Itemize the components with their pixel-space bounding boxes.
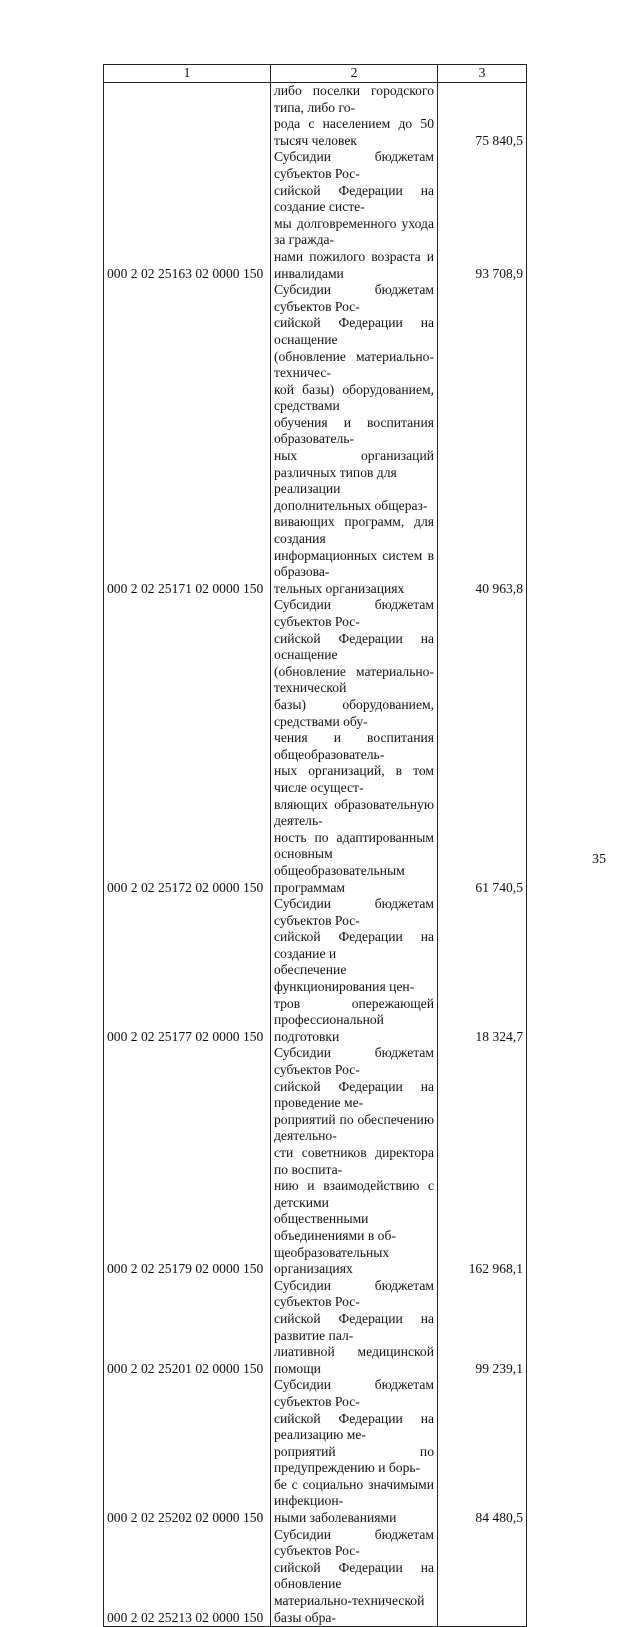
table-row [104, 1278, 527, 1378]
description-line: обеспечение функционирования цен- [274, 962, 415, 995]
description-line: (обновление материально-технической [274, 663, 434, 696]
description-line: Субсидии бюджетам субъектов Рос- [274, 282, 434, 314]
table-row [104, 149, 527, 282]
budget-code-cell: 000 2 02 25202 02 0000 150 [104, 1377, 271, 1526]
table-header-row [104, 65, 527, 83]
description-line: сийской Федерации на проведение ме- [274, 1078, 434, 1111]
table-body [104, 83, 527, 1627]
amount-cell: 93 708,9 [438, 149, 527, 282]
description-line: Субсидии бюджетам субъектов Рос- [274, 1277, 434, 1310]
description-line: сти советников директора по воспита- [274, 1145, 434, 1177]
amount-cell [438, 1527, 527, 1627]
budget-code-cell: 000 2 02 25179 02 0000 150 [104, 1045, 271, 1277]
column-header-3: 3 [438, 65, 527, 83]
description-line: сийской Федерации на развитие пал- [274, 1310, 434, 1343]
description-cell [271, 282, 438, 597]
description-line: бе с социально значимыми инфекцион- [274, 1476, 434, 1509]
description-line: ных организаций, в том числе осущест- [274, 763, 434, 795]
amount-cell: 61 740,5 [438, 597, 527, 896]
description-line: вивающих программ, для создания [274, 514, 434, 547]
description-line: Субсидии бюджетам субъектов Рос- [274, 1045, 434, 1078]
description-line: нию и взаимодействию с детскими [274, 1178, 434, 1210]
description-cell [271, 1278, 438, 1378]
amount-cell: 99 239,1 [438, 1278, 527, 1378]
budget-code-cell: 000 2 02 25201 02 0000 150 [104, 1278, 271, 1378]
description-line: Субсидии бюджетам субъектов Рос- [274, 1526, 434, 1559]
table-row [104, 83, 527, 150]
description-line: либо поселки городского типа, либо го- [274, 83, 434, 115]
description-line: ными заболеваниями [274, 1510, 397, 1526]
description-line: вляющих образовательную деятель- [274, 796, 434, 829]
budget-code-cell: 000 2 02 25172 02 0000 150 [104, 597, 271, 896]
budget-code-cell: 000 2 02 25213 02 0000 150 [104, 1527, 271, 1627]
description-line: рода с населением до 50 тысяч человек [274, 116, 434, 148]
description-line: Субсидии бюджетам субъектов Рос- [274, 149, 434, 181]
description-line: сийской Федерации на создание и [274, 929, 434, 961]
table-row [104, 597, 527, 896]
description-cell [271, 83, 438, 150]
page-number: 35 [592, 852, 606, 867]
description-line: Субсидии бюджетам субъектов Рос- [274, 597, 434, 629]
description-line: сийской Федерации на создание систе- [274, 182, 434, 215]
amount-cell: 40 963,8 [438, 282, 527, 597]
description-cell [271, 1045, 438, 1277]
description-line: роприятий по обеспечению деятельно- [274, 1111, 434, 1144]
description-line: лиативной медицинской помощи [274, 1344, 434, 1376]
budget-code-cell: 000 2 02 25171 02 0000 150 [104, 282, 271, 597]
description-line: щеобразовательных организациях [274, 1244, 390, 1277]
table-row [104, 896, 527, 1045]
budget-table [103, 64, 527, 1627]
description-line: тров опережающей профессиональной [274, 995, 434, 1028]
description-line: (обновление материально-техничес- [274, 348, 434, 381]
description-cell [271, 1377, 438, 1526]
budget-code-cell [104, 83, 271, 150]
description-line: сийской Федерации на реализацию ме- [274, 1410, 434, 1443]
description-line: обучения и воспитания образователь- [274, 414, 434, 447]
description-line: реализации дополнительных общераз- [274, 481, 428, 513]
table-row [104, 282, 527, 597]
description-line: базы) оборудованием, средствами обу- [274, 696, 434, 729]
description-line: сийской Федерации на оснащение [274, 630, 434, 663]
description-line: общественными объединениями в об- [274, 1211, 396, 1243]
description-line: ных организаций различных типов для [274, 448, 434, 480]
description-line: сийской Федерации на обновление [274, 1559, 434, 1592]
column-header-2: 2 [271, 65, 438, 83]
description-line: тельных организациях [274, 580, 405, 596]
description-line: материально-технической базы обра- [274, 1593, 425, 1625]
description-line: Субсидии бюджетам субъектов Рос- [274, 1377, 434, 1409]
description-line: информационных систем в образова- [274, 547, 434, 580]
description-cell [271, 149, 438, 282]
budget-code-cell: 000 2 02 25163 02 0000 150 [104, 149, 271, 282]
description-line: сийской Федерации на оснащение [274, 315, 434, 347]
table-row [104, 1527, 527, 1627]
description-line: Субсидии бюджетам субъектов Рос- [274, 896, 434, 928]
description-line: ность по адаптированным основным [274, 829, 434, 862]
amount-cell: 162 968,1 [438, 1045, 527, 1277]
description-line: нами пожилого возраста и инвалидами [274, 248, 434, 281]
budget-code-cell: 000 2 02 25177 02 0000 150 [104, 896, 271, 1045]
table-row [104, 1045, 527, 1277]
column-header-1: 1 [104, 65, 271, 83]
amount-cell: 84 480,5 [438, 1377, 527, 1526]
description-line: подготовки [274, 1028, 340, 1044]
description-cell [271, 896, 438, 1045]
amount-cell: 75 840,5 [438, 83, 527, 150]
description-line: чения и воспитания общеобразователь- [274, 730, 434, 762]
description-line: мы долговременного ухода за гражда- [274, 215, 434, 248]
description-cell [271, 1527, 438, 1627]
description-cell [271, 597, 438, 896]
description-line: общеобразовательным программам [274, 862, 405, 895]
table-row [104, 1377, 527, 1526]
description-line: кой базы) оборудованием, средствами [274, 381, 434, 414]
amount-cell: 18 324,7 [438, 896, 527, 1045]
description-line: роприятий по предупреждению и борь- [274, 1443, 434, 1476]
